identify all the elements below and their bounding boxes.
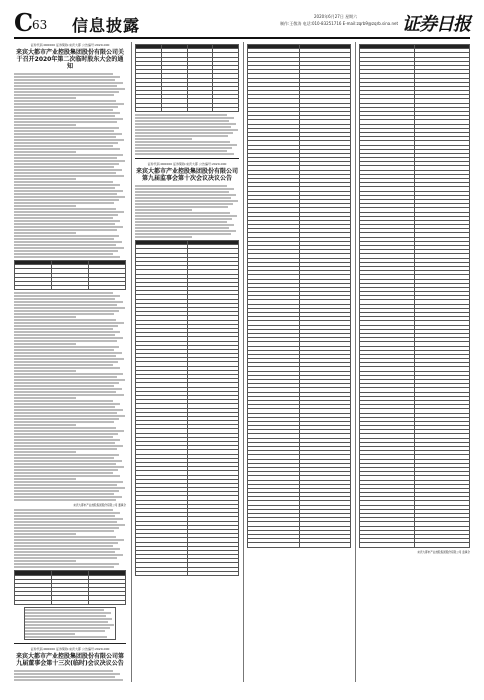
text-line	[14, 463, 116, 465]
text-line	[14, 190, 123, 192]
table-cell	[415, 543, 470, 547]
text-line	[14, 325, 118, 327]
text-line	[135, 153, 234, 155]
article-3-table	[135, 240, 239, 576]
text-line	[14, 475, 120, 477]
article-2-body	[14, 670, 126, 682]
text-line	[14, 346, 119, 348]
text-line	[14, 560, 76, 562]
text-line	[14, 406, 115, 408]
text-line	[14, 352, 122, 354]
table-row	[15, 600, 126, 604]
text-line	[14, 469, 118, 471]
text-line	[135, 141, 230, 143]
article-1-attachment	[14, 509, 126, 568]
text-line	[14, 349, 114, 351]
table-cell	[248, 543, 300, 547]
text-line	[14, 373, 123, 375]
text-line	[14, 172, 116, 174]
text-line	[14, 241, 122, 243]
text-line	[14, 542, 118, 544]
text-line	[135, 215, 237, 217]
text-line	[14, 196, 125, 198]
article-3-table-continued-2	[359, 44, 470, 548]
text-line	[14, 154, 123, 156]
text-line	[14, 322, 124, 324]
text-line	[14, 385, 114, 387]
text-line	[14, 136, 116, 138]
table-cell	[52, 286, 89, 290]
article-3-code-line: 证券代码:000000 证券简称:来宾大都 公告编号:2020-000	[147, 162, 227, 166]
text-line	[14, 307, 125, 309]
text-line	[14, 337, 123, 339]
text-line	[14, 160, 125, 162]
text-line	[135, 206, 228, 208]
text-line	[25, 621, 108, 623]
article-3-table-continued	[247, 44, 351, 548]
article-1-signature: 来宾大都市产业控股集团股份有限公司 董事会	[73, 504, 126, 508]
text-line	[14, 256, 120, 258]
text-line	[14, 418, 119, 420]
text-line	[135, 230, 236, 232]
article-separator	[135, 158, 239, 159]
text-line	[14, 331, 120, 333]
issue-date: 2020年6月27日 星期六	[314, 14, 358, 19]
article-1-list-box	[24, 607, 116, 640]
text-line	[135, 209, 192, 211]
text-line	[14, 527, 119, 529]
text-line	[135, 212, 230, 214]
text-line	[135, 132, 233, 134]
text-line	[14, 394, 124, 396]
text-line	[14, 163, 119, 165]
text-line	[14, 148, 120, 150]
text-line	[14, 518, 123, 520]
text-line	[14, 97, 76, 99]
article-2-title: 来宾大都市产业控股集团股份有限公司第九届董事会第十三次(临时)会议决议公告	[15, 652, 124, 667]
text-line	[14, 301, 123, 303]
text-line	[14, 478, 76, 480]
text-line	[14, 536, 116, 538]
text-line	[14, 521, 117, 523]
text-line	[14, 481, 123, 483]
text-line	[14, 124, 76, 126]
table-row	[360, 543, 470, 547]
text-line	[14, 670, 113, 672]
text-line	[14, 133, 122, 135]
text-line	[14, 442, 115, 444]
text-line	[14, 94, 114, 96]
text-line	[14, 103, 124, 105]
text-line	[25, 624, 114, 626]
text-line	[135, 218, 232, 220]
text-line	[14, 679, 123, 681]
table-cell	[89, 286, 126, 290]
column-1	[14, 42, 126, 682]
text-line	[14, 424, 76, 426]
text-line	[135, 227, 229, 229]
text-line	[14, 530, 114, 532]
text-line	[14, 115, 115, 117]
text-line	[14, 364, 113, 366]
text-line	[14, 118, 123, 120]
column-3	[247, 42, 351, 682]
text-line	[14, 361, 118, 363]
article-2-code-line: 证券代码:000000 证券简称:来宾大都 公告编号:2020-000	[30, 646, 110, 651]
text-line	[14, 487, 125, 489]
text-line	[14, 343, 76, 345]
text-line	[14, 130, 114, 132]
text-line	[14, 355, 116, 357]
text-line	[14, 334, 115, 336]
text-line	[14, 433, 118, 435]
text-line	[25, 630, 105, 632]
text-line	[14, 436, 113, 438]
text-line	[14, 217, 113, 219]
text-line	[14, 109, 113, 111]
text-line	[14, 304, 117, 306]
text-line	[14, 193, 117, 195]
article-2-body-continued	[135, 114, 239, 155]
article-3-body	[135, 185, 239, 238]
article-3-signature: 来宾大都市产业控股集团股份有限公司 监事会	[417, 550, 470, 554]
text-line	[14, 79, 115, 81]
text-line	[135, 150, 227, 152]
text-line	[14, 199, 119, 201]
table-row	[136, 571, 239, 575]
text-line	[25, 636, 107, 638]
table-cell	[136, 571, 188, 575]
text-line	[25, 612, 111, 614]
article-separator	[14, 643, 126, 644]
text-line	[14, 409, 123, 411]
text-line	[14, 184, 120, 186]
table-cell	[15, 286, 52, 290]
text-line	[14, 250, 118, 252]
text-line	[135, 203, 233, 205]
text-line	[14, 235, 119, 237]
text-line	[14, 370, 76, 372]
text-line	[135, 120, 229, 122]
text-line	[14, 169, 122, 171]
text-line	[14, 238, 114, 240]
text-line	[14, 466, 124, 468]
text-line	[14, 539, 124, 541]
text-line	[14, 121, 117, 123]
text-line	[14, 208, 116, 210]
text-line	[135, 200, 238, 202]
text-line	[14, 397, 76, 399]
text-line	[135, 194, 236, 196]
text-line	[14, 295, 120, 297]
text-line	[14, 367, 120, 369]
section-title: 信息披露	[72, 16, 141, 35]
text-line	[14, 211, 124, 213]
text-line	[135, 123, 236, 125]
text-line	[25, 615, 106, 617]
text-line	[135, 233, 231, 235]
text-line	[135, 197, 231, 199]
text-line	[14, 127, 119, 129]
section-letter: C	[14, 8, 34, 37]
column-divider	[243, 42, 244, 682]
text-line	[14, 400, 113, 402]
text-line	[25, 627, 110, 629]
text-line	[14, 524, 125, 526]
table-cell	[161, 107, 187, 111]
table-cell	[360, 543, 415, 547]
text-line	[14, 76, 120, 78]
text-line	[14, 328, 113, 330]
text-line	[14, 379, 125, 381]
table-row	[136, 107, 239, 111]
newspaper-logo: 证券日报	[402, 14, 470, 35]
article-1-body-continued	[14, 292, 126, 501]
text-line	[14, 253, 113, 255]
text-line	[14, 484, 117, 486]
text-line	[14, 319, 116, 321]
text-line	[135, 135, 228, 137]
text-line	[14, 145, 113, 147]
text-line	[135, 126, 231, 128]
text-line	[14, 340, 117, 342]
text-line	[135, 138, 192, 140]
table-row	[248, 543, 351, 547]
text-line	[14, 112, 120, 114]
text-line	[14, 178, 76, 180]
article-1-proxy-table	[14, 570, 126, 605]
text-line	[14, 460, 122, 462]
text-line	[14, 139, 124, 141]
text-line	[14, 548, 120, 550]
text-line	[14, 391, 116, 393]
text-line	[135, 129, 238, 131]
text-line	[14, 457, 114, 459]
text-line	[14, 439, 120, 441]
text-line	[14, 316, 76, 318]
text-line	[14, 554, 123, 556]
text-line	[135, 221, 227, 223]
text-line	[14, 214, 118, 216]
text-line	[14, 472, 113, 474]
text-line	[14, 509, 113, 511]
text-line	[14, 403, 120, 405]
text-line	[14, 187, 115, 189]
text-line	[14, 515, 115, 517]
text-line	[135, 224, 234, 226]
text-line	[14, 244, 116, 246]
text-line	[135, 117, 234, 119]
text-line	[14, 563, 119, 565]
section-number: 63	[32, 18, 48, 32]
text-line	[14, 415, 125, 417]
text-line	[135, 147, 232, 149]
text-line	[14, 142, 118, 144]
text-line	[14, 673, 120, 675]
text-line	[135, 236, 192, 238]
text-line	[14, 226, 123, 228]
table-cell	[52, 600, 89, 604]
text-line	[14, 91, 119, 93]
text-line	[135, 188, 234, 190]
text-line	[14, 292, 113, 294]
text-line	[14, 358, 124, 360]
text-line	[14, 512, 120, 514]
text-line	[14, 412, 117, 414]
text-line	[14, 181, 113, 183]
article-1-table	[14, 260, 126, 290]
page-header	[14, 10, 470, 36]
table-cell	[187, 571, 239, 575]
text-line	[14, 223, 115, 225]
text-line	[14, 175, 124, 177]
table-cell	[299, 543, 351, 547]
text-line	[25, 618, 112, 620]
text-line	[25, 633, 75, 635]
text-line	[14, 557, 117, 559]
text-line	[14, 551, 115, 553]
editor-contact: 制作:王敬涛 电话:010-83251716 E-mail:zqrb9@zqrb.sina.net	[280, 21, 399, 26]
text-line	[14, 100, 116, 102]
text-line	[14, 247, 124, 249]
text-line	[14, 451, 76, 453]
column-2	[135, 42, 239, 682]
text-line	[14, 676, 115, 678]
text-line	[14, 85, 117, 87]
text-line	[135, 114, 227, 116]
text-line	[14, 88, 125, 90]
text-line	[14, 421, 114, 423]
text-line	[14, 493, 114, 495]
table-cell	[89, 600, 126, 604]
text-line	[135, 191, 229, 193]
text-line	[14, 448, 117, 450]
text-line	[14, 382, 119, 384]
header-rule	[14, 37, 470, 39]
text-line	[14, 232, 76, 234]
text-line	[14, 205, 76, 207]
text-line	[14, 496, 122, 498]
text-line	[14, 313, 114, 315]
article-1-title: 来宾大都市产业控股集团股份有限公司关于召开2020年第二次临时股东大会的通知	[15, 49, 124, 70]
text-line	[14, 229, 117, 231]
article-2-vote-table-continued	[135, 44, 239, 112]
text-line	[25, 609, 104, 611]
text-line	[14, 73, 113, 75]
text-line	[14, 220, 120, 222]
table-cell	[187, 107, 213, 111]
text-line	[135, 185, 227, 187]
table-cell	[15, 600, 52, 604]
text-line	[14, 310, 119, 312]
text-line	[14, 499, 116, 501]
text-line	[14, 298, 115, 300]
text-line	[14, 166, 114, 168]
text-line	[14, 490, 119, 492]
text-line	[14, 545, 113, 547]
table-cell	[136, 107, 162, 111]
table-row	[15, 286, 126, 290]
text-line	[14, 566, 114, 568]
text-line	[14, 427, 116, 429]
article-1-code-line: 证券代码:000000 证券简称:来宾大都 公告编号:2020-000	[30, 43, 110, 47]
text-line	[14, 430, 124, 432]
article-3-title: 来宾大都市产业控股集团股份有限公司第九届监事会第十次会议决议公告	[135, 168, 238, 182]
text-line	[14, 202, 114, 204]
column-4	[359, 42, 470, 682]
article-1-body	[14, 73, 126, 258]
text-line	[14, 82, 123, 84]
text-line	[14, 533, 76, 535]
table-cell	[213, 107, 239, 111]
text-line	[14, 388, 122, 390]
text-line	[14, 106, 118, 108]
text-line	[14, 376, 117, 378]
text-line	[135, 144, 237, 146]
text-line	[14, 454, 119, 456]
text-line	[14, 445, 123, 447]
text-line	[14, 157, 117, 159]
column-divider	[131, 42, 132, 682]
text-line	[14, 151, 76, 153]
column-divider	[355, 42, 356, 682]
